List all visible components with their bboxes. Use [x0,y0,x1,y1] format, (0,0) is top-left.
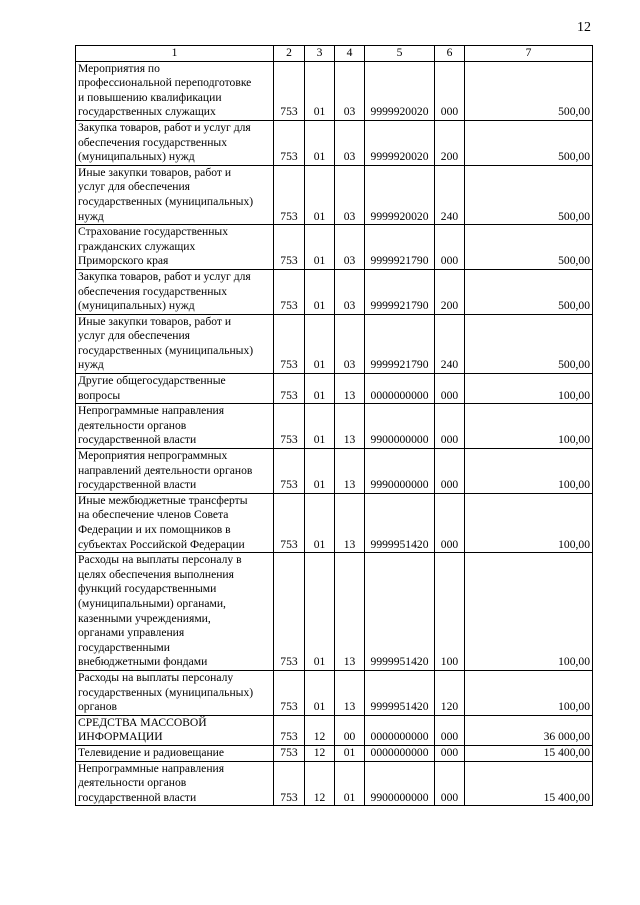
glava-code-cell: 753 [274,404,305,449]
item-name-cell [76,670,274,715]
razdel-code-cell: 01 [305,61,335,120]
expense-type-cell: 000 [435,374,465,404]
target-article-cell: 9999951420 [365,493,435,552]
razdel-code-cell: 01 [305,314,335,373]
expense-type-cell: 100 [435,553,465,671]
item-name-line: (муниципальных) нужд [78,299,195,313]
amount-cell: 36 000,00 [465,715,593,745]
item-name-line: целях обеспечения выполнения [78,567,234,581]
glava-code-cell: 753 [274,61,305,120]
item-name-line: Другие общегосударственные [78,374,226,388]
glava-code-cell: 753 [274,670,305,715]
glava-code-cell: 753 [274,715,305,745]
item-name-line: Непрограммные направления [78,404,225,418]
amount-cell: 100,00 [465,449,593,494]
expense-type-cell: 240 [435,165,465,224]
expense-type-cell: 000 [435,404,465,449]
podrazdel-code-cell: 03 [335,120,365,165]
item-name-line: обеспечения государственных [78,135,228,149]
item-name-line: органов [78,700,117,714]
budget-table [75,45,593,806]
item-name-line: профессиональной переподготовке [78,76,252,90]
item-name-line: Расходы на выплаты персоналу [78,670,234,684]
glava-code-cell: 753 [274,553,305,671]
table-row [76,165,593,224]
item-name-line: Мероприятия по [78,61,160,75]
item-name-line: нужд [78,209,104,223]
expense-type-cell: 000 [435,761,465,806]
item-name-line: Приморского края [78,254,169,268]
razdel-code-cell: 01 [305,449,335,494]
item-name-line: функций государственными [78,582,217,596]
razdel-code-cell: 01 [305,165,335,224]
razdel-code-cell: 01 [305,374,335,404]
table-row [76,120,593,165]
target-article-cell: 0000000000 [365,745,435,761]
item-name-line: Страхование государственных [78,225,229,239]
item-name-line: (муниципальными) органами, [78,596,226,610]
amount-cell: 500,00 [465,225,593,270]
target-article-cell: 9990000000 [365,449,435,494]
item-name-cell [76,761,274,806]
header-cell: 6 [435,46,465,62]
table-row [76,670,593,715]
razdel-code-cell: 01 [305,670,335,715]
amount-cell: 100,00 [465,374,593,404]
podrazdel-code-cell: 01 [335,745,365,761]
header-cell: 5 [365,46,435,62]
amount-cell: 100,00 [465,553,593,671]
target-article-cell: 9999921790 [365,225,435,270]
item-name-cell [76,120,274,165]
header-cell: 2 [274,46,305,62]
glava-code-cell: 753 [274,374,305,404]
expense-type-cell: 000 [435,745,465,761]
item-name-line: Расходы на выплаты персоналу в [78,553,242,567]
item-name-cell [76,269,274,314]
amount-cell: 15 400,00 [465,761,593,806]
item-name-line: государственных (муниципальных) [78,343,254,357]
item-name-line: на обеспечение членов Совета [78,508,229,522]
item-name-cell [76,449,274,494]
item-name-line: Федерации и их помощников в [78,523,231,536]
amount-cell: 500,00 [465,269,593,314]
header-cell: 7 [465,46,593,62]
item-name-line: Телевидение и радиовещание [78,745,225,759]
glava-code-cell: 753 [274,745,305,761]
amount-cell: 500,00 [465,120,593,165]
item-name-line: государственных (муниципальных) [78,194,254,208]
expense-type-cell: 000 [435,61,465,120]
podrazdel-code-cell: 03 [335,314,365,373]
target-article-cell: 9999920020 [365,120,435,165]
item-name-line: СРЕДСТВА МАССОВОЙ [78,715,207,729]
table-row [76,61,593,120]
expense-type-cell: 000 [435,449,465,494]
glava-code-cell: 753 [274,269,305,314]
item-name-line: обеспечения государственных [78,284,228,298]
item-name-line: ИНФОРМАЦИИ [78,730,163,744]
podrazdel-code-cell: 13 [335,404,365,449]
table-header-row [76,46,593,62]
amount-cell: 500,00 [465,314,593,373]
header-cell: 4 [335,46,365,62]
razdel-code-cell: 01 [305,553,335,671]
item-name-line: услуг для обеспечения [78,180,190,194]
item-name-line: Иные межбюджетные трансферты [78,493,248,507]
razdel-code-cell: 01 [305,269,335,314]
item-name-line: вопросы [78,388,121,402]
podrazdel-code-cell: 13 [335,493,365,552]
table-row [76,493,593,552]
item-name-line: деятельности органов [78,776,187,790]
item-name-line: субъектах Российской Федерации [78,537,245,551]
item-name-line: нужд [78,358,104,372]
glava-code-cell: 753 [274,225,305,270]
expense-type-cell: 000 [435,493,465,552]
glava-code-cell: 753 [274,493,305,552]
podrazdel-code-cell: 01 [335,761,365,806]
item-name-cell [76,745,274,761]
item-name-line: Закупка товаров, работ и услуг для [78,120,251,134]
target-article-cell: 9999920020 [365,165,435,224]
expense-type-cell: 000 [435,715,465,745]
target-article-cell: 0000000000 [365,715,435,745]
item-name-line: государственными [78,640,170,654]
table-row [76,715,593,745]
expense-type-cell: 240 [435,314,465,373]
razdel-code-cell: 01 [305,225,335,270]
razdel-code-cell: 01 [305,493,335,552]
glava-code-cell: 753 [274,449,305,494]
amount-cell: 500,00 [465,61,593,120]
glava-code-cell: 753 [274,120,305,165]
item-name-line: казенными учреждениями, [78,611,211,625]
item-name-cell [76,493,274,552]
header-cell: 3 [305,46,335,62]
target-article-cell: 9999921790 [365,269,435,314]
expense-type-cell: 000 [435,225,465,270]
amount-cell: 500,00 [465,165,593,224]
table-row [76,314,593,373]
expense-type-cell: 200 [435,269,465,314]
expense-type-cell: 200 [435,120,465,165]
item-name-line: деятельности органов [78,418,187,432]
item-name-line: направлений деятельности органов [78,463,253,477]
razdel-code-cell: 01 [305,404,335,449]
target-article-cell: 9999921790 [365,314,435,373]
podrazdel-code-cell: 03 [335,61,365,120]
podrazdel-code-cell: 03 [335,225,365,270]
item-name-line: государственной власти [78,433,197,447]
glava-code-cell: 753 [274,165,305,224]
table-row [76,225,593,270]
podrazdel-code-cell: 00 [335,715,365,745]
amount-cell: 100,00 [465,493,593,552]
item-name-cell [76,715,274,745]
expense-type-cell: 120 [435,670,465,715]
item-name-line: Иные закупки товаров, работ и [78,314,232,328]
item-name-line: гражданских служащих [78,239,196,253]
item-name-line: государственных (муниципальных) [78,685,254,699]
table-row [76,449,593,494]
target-article-cell: 9900000000 [365,404,435,449]
item-name-cell [76,374,274,404]
razdel-code-cell: 12 [305,745,335,761]
glava-code-cell: 753 [274,314,305,373]
page-number: 12 [577,20,591,35]
item-name-line: государственной власти [78,790,197,804]
amount-cell: 15 400,00 [465,745,593,761]
item-name-line: (муниципальных) нужд [78,150,195,164]
podrazdel-code-cell: 03 [335,165,365,224]
item-name-line: Непрограммные направления [78,761,225,775]
podrazdel-code-cell: 13 [335,374,365,404]
item-name-cell [76,314,274,373]
target-article-cell: 9999920020 [365,61,435,120]
table-row [76,761,593,806]
item-name-line: Иные закупки товаров, работ и [78,165,232,179]
header-cell: 1 [76,46,274,62]
table-row [76,269,593,314]
target-article-cell: 9999951420 [365,553,435,671]
item-name-line: органами управления [78,626,185,640]
podrazdel-code-cell: 13 [335,449,365,494]
item-name-line: внебюджетными фондами [78,655,208,669]
item-name-cell [76,225,274,270]
item-name-line: государственных служащих [78,105,216,119]
item-name-line: Мероприятия непрограммных [78,449,228,463]
table-row [76,745,593,761]
table-row [76,374,593,404]
razdel-code-cell: 12 [305,715,335,745]
table-row [76,553,593,671]
podrazdel-code-cell: 03 [335,269,365,314]
glava-code-cell: 753 [274,761,305,806]
podrazdel-code-cell: 13 [335,553,365,671]
target-article-cell: 0000000000 [365,374,435,404]
item-name-cell [76,404,274,449]
item-name-line: услуг для обеспечения [78,329,190,343]
amount-cell: 100,00 [465,404,593,449]
item-name-line: и повышению квалификации [78,90,222,104]
item-name-cell [76,165,274,224]
item-name-cell [76,61,274,120]
item-name-line: государственной власти [78,478,197,492]
amount-cell: 100,00 [465,670,593,715]
item-name-line: Закупка товаров, работ и услуг для [78,269,251,283]
target-article-cell: 9999951420 [365,670,435,715]
item-name-cell [76,553,274,671]
razdel-code-cell: 12 [305,761,335,806]
razdel-code-cell: 01 [305,120,335,165]
target-article-cell: 9900000000 [365,761,435,806]
podrazdel-code-cell: 13 [335,670,365,715]
table-row [76,404,593,449]
